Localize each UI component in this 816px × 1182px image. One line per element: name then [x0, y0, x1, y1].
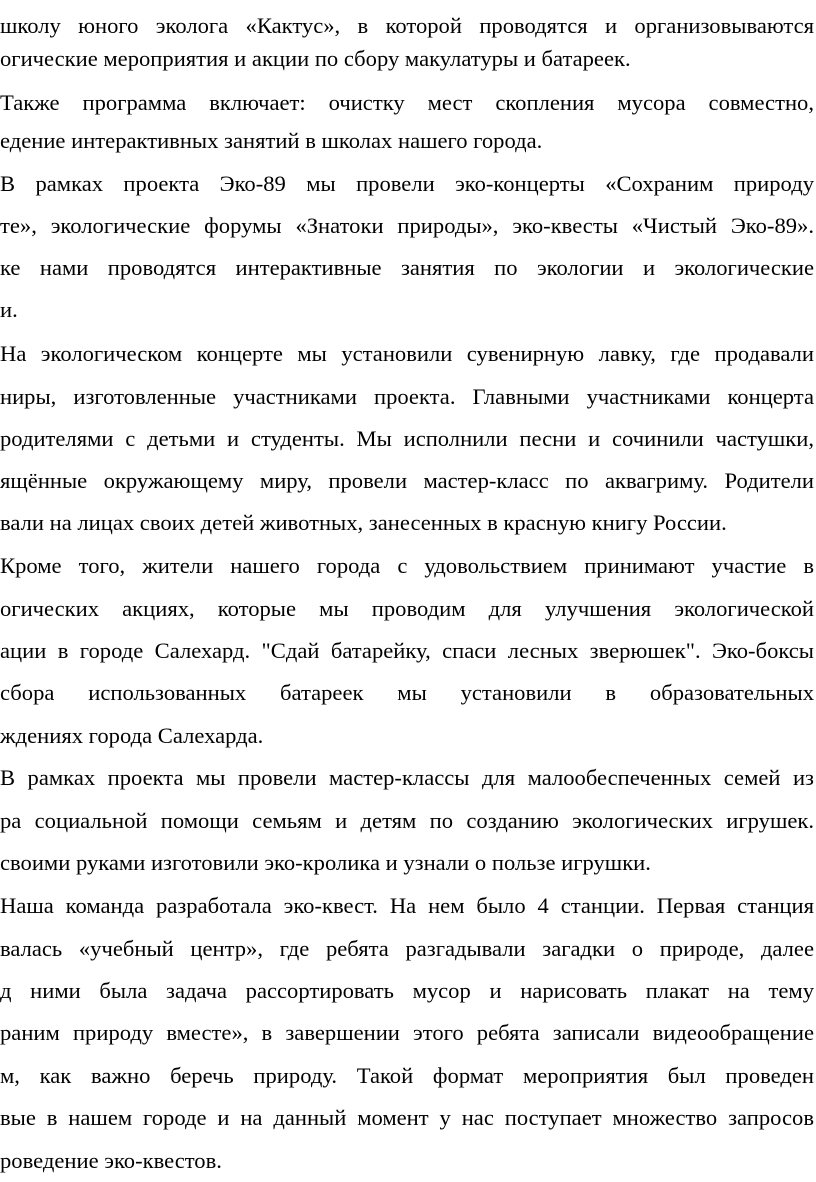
text-line-9: На экологическом концерте мы установили сувенирную лавку, где продавали — [0, 341, 814, 366]
text-line-10: ниры, изготовленные участниками проекта. Главными участниками концерта — [0, 384, 814, 409]
text-line-18: ждениях города Салехарда. — [0, 723, 264, 748]
text-line-11: родителями с детьми и студенты. Мы исполнили песни и сочинили частушки, — [0, 426, 814, 451]
text-line-19: В рамках проекта мы провели мастер-классы для малообеспеченных семей из — [0, 765, 814, 790]
text-line-2: огические мероприятия и акции по сбору макулатуры и батареек. — [0, 46, 631, 71]
text-line-8: и. — [0, 297, 18, 322]
text-line-20: ра социальной помощи семьям и детям по созданию экологических игрушек. — [0, 808, 814, 833]
text-line-26: м, как важно беречь природу. Такой формат мероприятия был проведен — [0, 1063, 814, 1088]
text-line-3: Также программа включает: очистку мест скопления мусора совместно, — [0, 90, 814, 115]
text-line-5: В рамках проекта Эко-89 мы провели эко-концерты «Сохраним природу — [0, 171, 814, 196]
text-line-15: огических акциях, которые мы проводим для улучшения экологической — [0, 596, 814, 621]
text-line-6: те», экологические форумы «Знатоки природы», эко-квесты «Чистый Эко-89». — [0, 213, 814, 238]
text-line-28: роведение эко-квестов. — [0, 1148, 222, 1173]
text-line-25: раним природу вместе», в завершении этого ребята записали видеообращение — [0, 1020, 814, 1045]
text-line-24: д ними была задача рассортировать мусор и нарисовать плакат на тему — [0, 978, 814, 1003]
text-line-14: Кроме того, жители нашего города с удовольствием принимают участие в — [0, 553, 814, 578]
text-line-13: вали на лицах своих детей животных, занесенных в красную книгу России. — [0, 510, 727, 535]
text-line-17: сбора использованных батареек мы установили в образовательных — [0, 680, 814, 705]
text-line-16: ации в городе Салехард. "Сдай батарейку, спаси лесных зверюшек". Эко-боксы — [0, 638, 814, 663]
text-line-1: школу юного эколога «Кактус», в которой проводятся и организовываются — [0, 13, 814, 38]
text-line-27: вые в нашем городе и на данный момент у нас поступает множество запросов — [0, 1105, 814, 1130]
text-line-7: ке нами проводятся интерактивные занятия по экологии и экологические — [0, 255, 814, 280]
text-line-21: своими руками изготовили эко-кролика и узнали о пользе игрушки. — [0, 850, 651, 875]
text-line-23: валась «учебный центр», где ребята разгадывали загадки о природе, далее — [0, 936, 814, 961]
text-line-12: ящённые окружающему миру, провели мастер-класс по аквагриму. Родители — [0, 468, 814, 493]
text-line-4: едение интерактивных занятий в школах нашего города. — [0, 128, 543, 153]
text-line-22: Наша команда разработала эко-квест. На нем было 4 станции. Первая станция — [0, 893, 814, 918]
